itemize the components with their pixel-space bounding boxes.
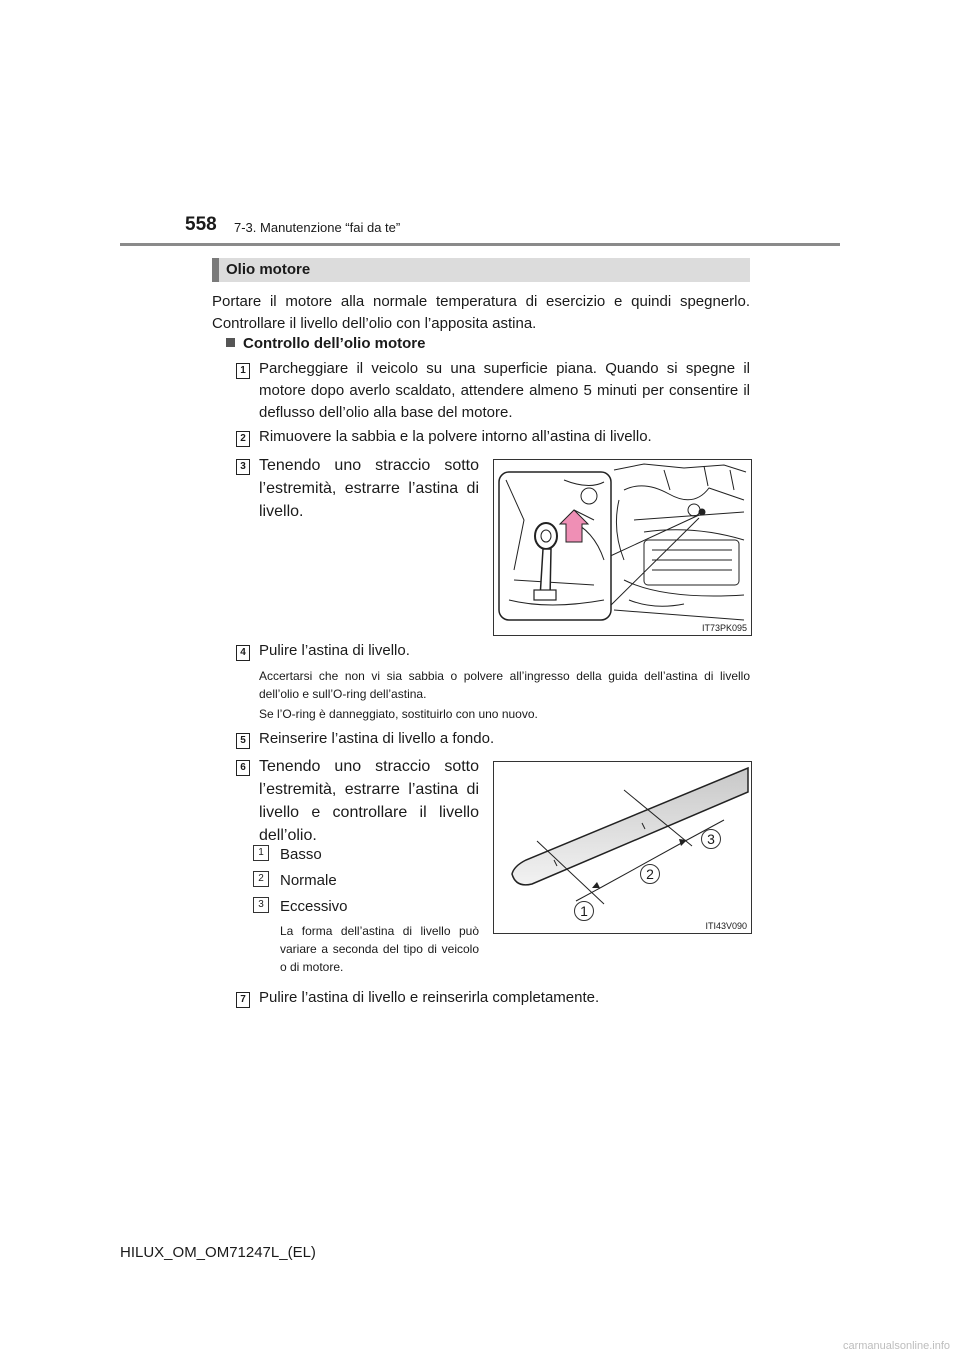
- square-bullet-icon: [226, 338, 235, 347]
- subheading: [226, 335, 426, 352]
- level-label: Normale: [280, 872, 337, 889]
- step-text: Parcheggiare il veicolo su una superficie piana. Quando si spegne il motore dopo averlo scaldato, attendere almeno 5 minuti per consentire il deflusso dell’olio alla base del motore.: [259, 360, 750, 421]
- section-breadcrumb: 7-3. Manutenzione “fai da te”: [234, 220, 401, 235]
- step-number-badge: 7: [236, 992, 250, 1008]
- step-note: Accertarsi che non vi sia sabbia o polvere all’ingresso della guida dell’astina di livello dell’olio e sull’O-ring dell’astina.: [259, 669, 750, 701]
- step-text: Reinserire l’astina di livello a fondo.: [259, 730, 495, 747]
- subheading-text: Controllo dell’olio motore: [243, 335, 426, 352]
- step-text: Pulire l’astina di livello e reinserirla completamente.: [259, 989, 600, 1006]
- section-title: Olio motore: [226, 261, 311, 278]
- section-bar-accent: [212, 258, 219, 282]
- figure-code: IT73PK095: [701, 623, 747, 633]
- header-divider: [120, 243, 840, 246]
- step-number-badge: 1: [236, 363, 250, 379]
- step-text: Rimuovere la sabbia e la polvere intorno all’astina di livello.: [259, 428, 652, 445]
- step-text: Tenendo uno straccio sotto l’estremità, estrarre l’astina di livello.: [259, 457, 479, 520]
- step-number-badge: 2: [236, 431, 250, 447]
- step-number-badge: 4: [236, 645, 250, 661]
- footer-doc-code: HILUX_OM_OM71247L_(EL): [120, 1244, 316, 1261]
- engine-bay-illustration: [494, 460, 751, 635]
- level-label: Basso: [280, 846, 322, 863]
- dipstick-level-figure: [493, 761, 752, 934]
- step-note: La forma dell’astina di livello può variare a seconda del tipo di veicolo o di motore.: [280, 924, 479, 974]
- level-number-badge: 3: [253, 897, 269, 913]
- step-note: Se l’O-ring è danneggiato, sostituirlo con uno nuovo.: [259, 707, 538, 721]
- step-number-badge: 5: [236, 733, 250, 749]
- callout-badge: 3: [701, 829, 721, 849]
- engine-dipstick-figure: [493, 459, 752, 636]
- step-text: Pulire l’astina di livello.: [259, 642, 410, 659]
- level-label: Eccessivo: [280, 898, 348, 915]
- level-number-badge: 1: [253, 845, 269, 861]
- section-title-bar: [212, 258, 750, 282]
- level-number-badge: 2: [253, 871, 269, 887]
- callout-badge: 2: [640, 864, 660, 884]
- step-number-badge: 6: [236, 760, 250, 776]
- step-number-badge: 3: [236, 459, 250, 475]
- page-number: 558: [185, 214, 217, 235]
- intro-paragraph: Portare il motore alla normale temperatura di esercizio e quindi spegnerlo. Controllare il livello dell’olio con l’apposita astina.: [212, 293, 750, 332]
- callout-badge: 1: [574, 901, 594, 921]
- figure-code: ITI43V090: [705, 921, 747, 931]
- watermark: carmanualsonline.info: [842, 1340, 950, 1352]
- step-text: Tenendo uno straccio sotto l’estremità, estrarre l’astina di livello e controllare il livello dell’olio.: [259, 758, 479, 844]
